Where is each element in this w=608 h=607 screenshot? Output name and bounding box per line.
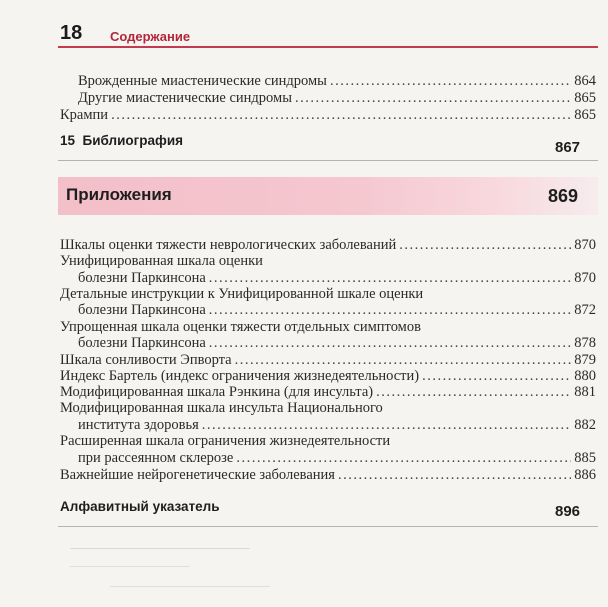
toc-entry-page: 870 [574, 237, 596, 253]
toc-entry[interactable] [78, 73, 596, 90]
toc-entry-title-cont: болезни Паркинсона [78, 270, 206, 286]
toc-entry-page: 882 [574, 417, 596, 433]
section-divider [58, 160, 598, 161]
appendices-page: 869 [548, 186, 579, 206]
toc-entry-page: 879 [574, 352, 596, 368]
toc-entry-title: Другие миастенические синдромы [78, 90, 292, 106]
header-rule [58, 46, 598, 48]
leader-dots [376, 384, 571, 401]
toc-entry-title: Модифицированная шкала Рэнкина (для инсульта) [60, 384, 374, 400]
toc-entry-title-cont: при рассеянном склерозе [78, 450, 234, 466]
section-divider [58, 526, 598, 527]
toc-entry[interactable] [78, 450, 596, 467]
chapter-15-page: 867 [555, 139, 581, 156]
toc-entry-page: 886 [574, 467, 596, 483]
toc-entry-title[interactable]: Модифицированная шкала инсульта Национального [60, 400, 383, 416]
chapter-15-heading[interactable] [60, 133, 183, 148]
index-page: 896 [555, 503, 581, 520]
toc-entry[interactable] [78, 302, 596, 319]
leader-dots [236, 450, 571, 467]
leader-dots [330, 73, 571, 90]
toc-entry[interactable] [60, 107, 596, 124]
toc-entry-page: 865 [574, 107, 596, 123]
leader-dots [295, 90, 571, 107]
toc-entry-title[interactable]: Расширенная шкала ограничения жизнедеятельности [60, 433, 391, 449]
toc-entry-title: Врожденные миастенические синдромы [78, 73, 327, 89]
toc-entry-page: 870 [574, 270, 596, 286]
index-heading[interactable]: Алфавитный указатель [60, 499, 220, 514]
toc-entry-title-cont: института здоровья [78, 417, 199, 433]
show-through-texture [70, 566, 190, 567]
chapter-number: 15 [60, 133, 76, 148]
appendices-heading[interactable]: Приложения [66, 185, 172, 204]
toc-entry-page: 872 [574, 302, 596, 318]
show-through-texture [110, 586, 270, 587]
leader-dots [399, 237, 571, 254]
toc-entry-title: Шкалы оценки тяжести неврологических заболеваний [60, 237, 397, 253]
running-head-title: Содержание [110, 29, 191, 44]
toc-entry-page: 881 [574, 384, 596, 400]
toc-entry-page: 885 [574, 450, 596, 466]
toc-entry-title[interactable]: Унифицированная шкала оценки [60, 253, 263, 269]
toc-entry-title-cont: болезни Паркинсона [78, 302, 206, 318]
toc-entry-title: Крампи [60, 107, 109, 123]
toc-entry-title[interactable]: Детальные инструкции к Унифицированной шкале оценки [60, 286, 424, 302]
toc-entry[interactable] [78, 335, 596, 352]
toc-entry-title[interactable]: Упрощенная шкала оценки тяжести отдельных симптомов [60, 319, 421, 335]
toc-entry-title: Важнейшие нейрогенетические заболевания [60, 467, 335, 483]
toc-entry[interactable] [60, 352, 596, 369]
toc-entry-title-cont: болезни Паркинсона [78, 335, 206, 351]
leader-dots [209, 302, 571, 319]
toc-entry[interactable] [60, 384, 596, 401]
leader-dots [422, 368, 571, 385]
toc-entry-page: 878 [574, 335, 596, 351]
leader-dots [235, 352, 572, 369]
toc-entry[interactable] [78, 270, 596, 287]
leader-dots [202, 417, 572, 434]
leader-dots [209, 270, 571, 287]
toc-entry-page: 865 [574, 90, 596, 106]
leader-dots [338, 467, 571, 484]
chapter-title: Библиография [82, 133, 184, 148]
leader-dots [111, 107, 571, 124]
toc-entry[interactable] [78, 417, 596, 434]
toc-entry-page: 880 [574, 368, 596, 384]
toc-entry-title: Индекс Бартель (индекс ограничения жизнедеятельности) [60, 368, 420, 384]
toc-entry-title: Шкала сонливости Эпворта [60, 352, 232, 368]
toc-entry[interactable] [60, 237, 596, 254]
page-number: 18 [60, 22, 83, 44]
toc-entry[interactable] [78, 90, 596, 107]
toc-entry-page: 864 [574, 73, 596, 89]
show-through-texture [70, 548, 250, 549]
leader-dots [209, 335, 571, 352]
toc-entry[interactable] [60, 467, 596, 484]
toc-entry[interactable] [60, 368, 596, 385]
